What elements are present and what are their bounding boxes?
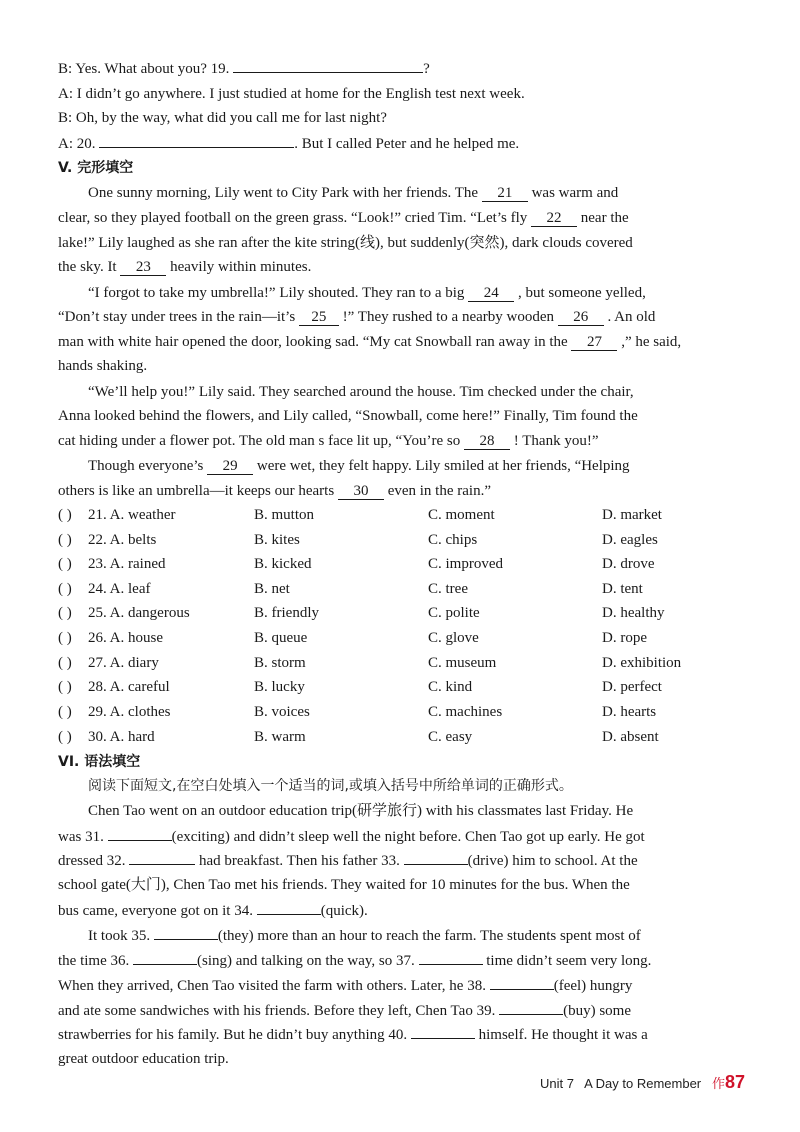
option-a: 29. A. clothes bbox=[88, 704, 171, 720]
option-d: D. hearts bbox=[602, 704, 657, 720]
option-d: D. tent bbox=[602, 581, 643, 597]
cloze-blank-29[interactable]: 29 bbox=[207, 458, 253, 475]
unit-label: Unit 7 bbox=[540, 1076, 574, 1091]
answer-paren-25[interactable]: ( ) bbox=[58, 605, 72, 621]
grammar-blank-38[interactable] bbox=[490, 975, 554, 990]
option-d: D. drove bbox=[602, 556, 655, 572]
option-c: C. moment bbox=[428, 507, 495, 523]
option-b: B. mutton bbox=[254, 507, 315, 523]
answer-paren-22[interactable]: ( ) bbox=[58, 532, 72, 548]
grammar-blank-37[interactable] bbox=[419, 950, 483, 965]
grammar-line: strawberries for his family. But he didn’t buy anything 40. himself. He thought it was a bbox=[58, 1024, 648, 1045]
option-b: B. kites bbox=[254, 532, 300, 548]
answer-paren-30[interactable]: ( ) bbox=[58, 729, 72, 745]
option-c: C. improved bbox=[428, 556, 503, 572]
option-d: D. eagles bbox=[602, 532, 658, 548]
answer-paren-24[interactable]: ( ) bbox=[58, 581, 72, 597]
option-a: 24. A. leaf bbox=[88, 581, 151, 597]
option-c: C. polite bbox=[428, 605, 480, 621]
option-c: C. museum bbox=[428, 655, 497, 671]
option-c: C. tree bbox=[428, 581, 468, 597]
option-b: B. warm bbox=[254, 729, 306, 745]
grammar-line: and ate some sandwiches with his friends. Before they left, Chen Tao 39. (buy) some bbox=[58, 1000, 631, 1021]
option-a: 26. A. house bbox=[88, 630, 163, 646]
cloze-blank-21[interactable]: 21 bbox=[482, 185, 528, 202]
option-a: 27. A. diary bbox=[88, 655, 159, 671]
grammar-blank-33[interactable] bbox=[404, 850, 468, 865]
option-d: D. exhibition bbox=[602, 655, 682, 671]
option-a: 28. A. careful bbox=[88, 679, 170, 695]
option-d: D. rope bbox=[602, 630, 647, 646]
cloze-blank-27[interactable]: 27 bbox=[571, 334, 617, 351]
cloze-blank-30[interactable]: 30 bbox=[338, 483, 384, 500]
option-a: 23. A. rained bbox=[88, 556, 166, 572]
cloze-line: hands shaking. bbox=[58, 358, 148, 374]
option-b: B. voices bbox=[254, 704, 310, 720]
cloze-line: the sky. It 23 heavily within minutes. bbox=[58, 259, 312, 275]
option-a: 22. A. belts bbox=[88, 532, 157, 548]
cloze-line: clear, so they played football on the green grass. “Look!” cried Tim. “Let’s fly 22 near the bbox=[58, 210, 629, 226]
cloze-line: “We’ll help you!” Lily said. They searched around the house. Tim checked under the chair, bbox=[88, 384, 634, 400]
option-c: C. easy bbox=[428, 729, 473, 745]
option-b: B. storm bbox=[254, 655, 306, 671]
answer-paren-28[interactable]: ( ) bbox=[58, 679, 72, 695]
answer-paren-29[interactable]: ( ) bbox=[58, 704, 72, 720]
option-b: B. net bbox=[254, 581, 290, 597]
grammar-line: Chen Tao went on an outdoor education trip(研学旅行) with his classmates last Friday. He bbox=[88, 803, 634, 819]
cloze-blank-26[interactable]: 26 bbox=[558, 309, 604, 326]
section-heading-cloze: V. 完形填空 bbox=[58, 160, 134, 176]
grammar-line: dressed 32. had breakfast. Then his father 33. (drive) him to school. At the bbox=[58, 850, 638, 871]
grammar-line: school gate(大门), Chen Tao met his friends. They waited for 10 minutes for the bus. When the bbox=[58, 877, 630, 893]
page-footer bbox=[540, 1072, 745, 1093]
grammar-line: When they arrived, Chen Tao visited the farm with others. Later, he 38. (feel) hungry bbox=[58, 975, 632, 996]
grammar-blank-31[interactable] bbox=[108, 826, 172, 841]
option-b: B. friendly bbox=[254, 605, 319, 621]
dialog-line-19: B: Yes. What about you? 19. ? bbox=[58, 58, 430, 79]
option-c: C. chips bbox=[428, 532, 478, 548]
instruction-text: 阅读下面短文,在空白处填入一个适当的词,或填入括号中所给单词的正确形式。 bbox=[88, 778, 573, 794]
zuo-label: 作 bbox=[711, 1077, 725, 1092]
dialog-line-20: A: 20. . But I called Peter and he helped me. bbox=[58, 133, 519, 154]
cloze-line: others is like an umbrella—it keeps our hearts 30 even in the rain.” bbox=[58, 483, 491, 499]
option-d: D. perfect bbox=[602, 679, 662, 695]
option-a: 21. A. weather bbox=[88, 507, 176, 523]
option-d: D. healthy bbox=[602, 605, 665, 621]
grammar-blank-34[interactable] bbox=[257, 900, 321, 915]
option-b: B. kicked bbox=[254, 556, 312, 572]
cloze-line: Though everyone’s 29 were wet, they felt happy. Lily smiled at her friends, “Helping bbox=[88, 458, 630, 474]
option-c: C. machines bbox=[428, 704, 503, 720]
section-heading-grammar: VI. 语法填空 bbox=[58, 754, 141, 770]
page-number: 87 bbox=[725, 1072, 746, 1092]
cloze-line: man with white hair opened the door, looking sad. “My cat Snowball ran away in the 27 ,” he said, bbox=[58, 334, 682, 350]
answer-blank-20[interactable] bbox=[99, 133, 294, 148]
option-b: B. queue bbox=[254, 630, 308, 646]
answer-paren-27[interactable]: ( ) bbox=[58, 655, 72, 671]
cloze-blank-25[interactable]: 25 bbox=[299, 309, 339, 326]
cloze-line: cat hiding under a flower pot. The old man s face lit up, “You’re so 28 ! Thank you!” bbox=[58, 433, 599, 449]
answer-paren-21[interactable]: ( ) bbox=[58, 507, 72, 523]
cloze-line: Anna looked behind the flowers, and Lily called, “Snowball, come here!” Finally, Tim found the bbox=[58, 408, 638, 424]
cloze-blank-23[interactable]: 23 bbox=[120, 259, 166, 276]
grammar-blank-36[interactable] bbox=[133, 950, 197, 965]
grammar-blank-32[interactable] bbox=[129, 850, 195, 865]
cloze-blank-24[interactable]: 24 bbox=[468, 285, 514, 302]
grammar-line: It took 35. (they) more than an hour to reach the farm. The students spent most of bbox=[88, 925, 641, 946]
answer-paren-26[interactable]: ( ) bbox=[58, 630, 72, 646]
option-b: B. lucky bbox=[254, 679, 305, 695]
answer-blank-19[interactable] bbox=[233, 58, 423, 73]
dialog-line: A: I didn’t go anywhere. I just studied at home for the English test next week. bbox=[58, 86, 525, 102]
option-c: C. kind bbox=[428, 679, 473, 695]
dialog-line: B: Oh, by the way, what did you call me for last night? bbox=[58, 110, 387, 126]
cloze-line: “I forgot to take my umbrella!” Lily shouted. They ran to a big 24 , but someone yelled, bbox=[88, 285, 646, 301]
cloze-line: “Don’t stay under trees in the rain—it’s 25 !” They rushed to a nearby wooden 26 . An old bbox=[58, 309, 656, 325]
cloze-blank-22[interactable]: 22 bbox=[531, 210, 577, 227]
cloze-blank-28[interactable]: 28 bbox=[464, 433, 510, 450]
cloze-line: One sunny morning, Lily went to City Park with her friends. The 21 was warm and bbox=[88, 185, 619, 201]
option-c: C. glove bbox=[428, 630, 479, 646]
grammar-blank-35[interactable] bbox=[154, 925, 218, 940]
grammar-blank-39[interactable] bbox=[499, 1000, 563, 1015]
cloze-line: lake!” Lily laughed as she ran after the kite string(线), but suddenly(突然), dark clouds covered bbox=[58, 235, 633, 251]
unit-title: A Day to Remember bbox=[584, 1076, 702, 1091]
answer-paren-23[interactable]: ( ) bbox=[58, 556, 72, 572]
option-a: 25. A. dangerous bbox=[88, 605, 190, 621]
grammar-blank-40[interactable] bbox=[411, 1024, 475, 1039]
grammar-line: was 31. (exciting) and didn’t sleep well the night before. Chen Tao got up early. He got bbox=[58, 826, 645, 847]
grammar-line: the time 36. (sing) and talking on the way, so 37. time didn’t seem very long. bbox=[58, 950, 651, 971]
grammar-line: bus came, everyone got on it 34. (quick). bbox=[58, 900, 368, 921]
grammar-line: great outdoor education trip. bbox=[58, 1051, 229, 1067]
option-d: D. absent bbox=[602, 729, 659, 745]
option-d: D. market bbox=[602, 507, 662, 523]
option-a: 30. A. hard bbox=[88, 729, 155, 745]
